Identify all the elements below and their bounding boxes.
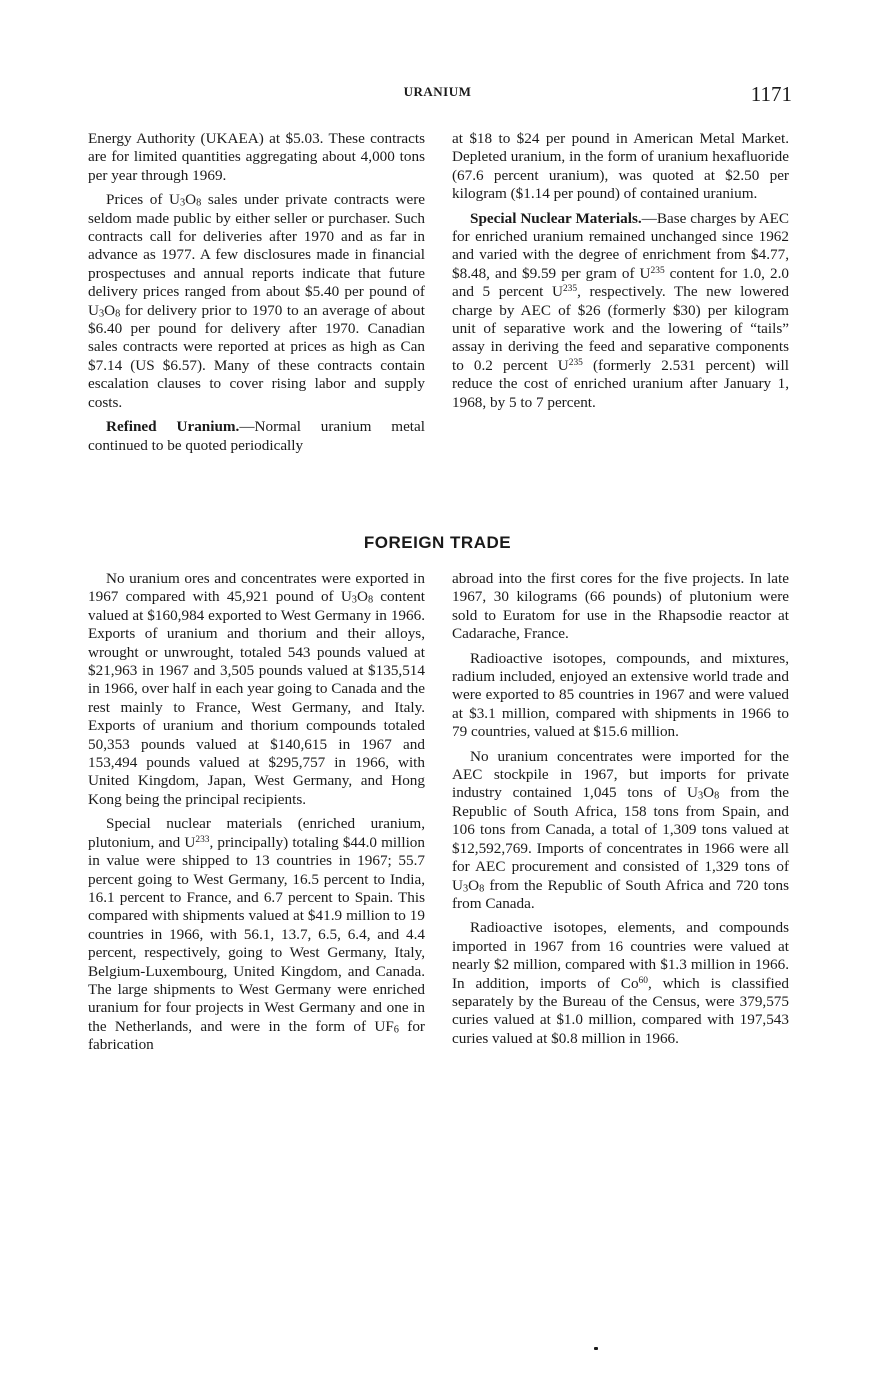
paragraph: Refined Uranium.—Normal uranium metal continued to be quoted periodically [88,418,425,454]
paragraph: Special nuclear materials (enriched uranium, plutonium, and $U^{233}$, principally) totaling $44.0 million in value were shipped to 13 countries in 1967; 55.7 percent going to West Germany, 16.5 percent to India, 16.1 percent to France, and 6.7 percent to Spain. This compared with shipments valued at $41.9 million to 19 countries in 1966, with 56.1, 13.7, 6.5, 6.4, and 4.4 percent, respectively, going to West Germany, Italy, Belgium-Luxembourg, United Kingdom, and Canada. The large shipments to West Germany were enriched uranium for four projects in West Germany and one in the Netherlands, and were in the form of $UF_6$ for fabrication [88,815,425,1054]
top-left-column [88,130,425,455]
section-heading: FOREIGN TRADE [363,533,512,552]
paragraph: Special Nuclear Materials.—Base charges by AEC for enriched uranium remained unchanged since 1962 and varied with the degree of enrichment from $4.77, $8.48, and $9.59 per gram of $U^{235}$ content for 1.0, 2.0 and 5 percent $U^{235}$, respectively. The new lowered charge by AEC of $26 (formerly $30) per kilogram unit of separative work and the lowering of “tails” assay in deriving the feed and separative components to 0.2 percent $U^{235}$ (formerly 2.531 percent) will reduce the cost of enriched uranium after January 1, 1968, by 5 to 7 percent. [452,209,789,411]
running-head [0,82,875,104]
run-in-heading: Refined Uranium. [106,418,240,436]
page-number: 1171 [750,82,792,106]
paragraph: Radioactive isotopes, compounds, and mixtures, radium included, enjoyed an extensive world trade and were exported to 85 countries in 1967 and were valued at $3.1 million, compared with shipments in 1966 to 79 countries, valued at $15.6 million. [452,649,789,741]
top-right-column [452,130,789,412]
bottom-right-column [452,570,789,1048]
running-title: URANIUM [403,84,472,99]
paragraph: Radioactive isotopes, elements, and compounds imported in 1967 from 16 countries were valued at nearly $2 million, compared with $1.3 million in 1966. In addition, imports of Co$^{60}$, which is classified separately by the Bureau of the Census, were 379,575 curies valued at $1.0 million, compared with 197,543 curies valued at $0.8 million in 1966. [452,919,789,1047]
paragraph: Energy Authority (UKAEA) at $5.03. These contracts are for limited quantities aggregating about 4,000 tons per year through 1969. [88,130,425,184]
scan-mark [594,1347,598,1350]
paragraph: at $18 to $24 per pound in American Metal Market. Depleted uranium, in the form of uranium hexafluoride (67.6 percent uranium), was quoted at $2.50 per kilogram ($1.14 per pound) of contained uranium. [452,130,789,203]
bottom-left-column [88,570,425,1055]
paragraph: abroad into the first cores for the five projects. In late 1967, 30 kilograms (66 pounds) of plutonium were sold to Euratom for use in the Rhapsodie reactor at Cadarache, France. [452,570,789,643]
paragraph: No uranium ores and concentrates were exported in 1967 compared with 45,921 pound of $U_3O_8$ content valued at $160,984 exported to West Germany in 1966. Exports of uranium and thorium and their alloys, wrought or unwrought, totaled 543 pounds valued at $21,963 in 1967 and 3,505 pounds valued at $135,514 in 1966, over half in each year going to Canada and the rest mainly to France, West Germany, and Italy. Exports of uranium and thorium compounds totaled 50,353 pounds valued at $140,615 in 1967 and 153,494 pounds valued at $295,757 in 1966, with United Kingdom, Japan, West Germany, and Hong Kong being the principal recipients. [88,570,426,808]
paragraph: Prices of $U_3O_8$ sales under private contracts were seldom made public by either seller or purchaser. Such contracts call for deliveries after 1970 and as far in advance as 1977. A few disclosures made in financial prospectuses and annual reports indicate that future delivery prices ranged from about $5.40 per pound of $U_3O_8$ for delivery prior to 1970 to an average of about $6.40 per pound for delivery after 1970. Canadian sales contracts were reported at prices as high as Can $7.14 (US $6.57). Many of these contracts contain escalation clauses to cover rising labor and supply costs. [88,191,425,411]
paragraph: No uranium concentrates were imported for the AEC stockpile in 1967, but imports for private industry contained 1,045 tons of $U_3O_8$ from the Republic of South Africa, 158 tons from Spain, and 106 tons from Canada, a total of 1,309 tons valued at $12,592,769. Imports of concentrates in 1966 were all for AEC procurement and consisted of 1,329 tons of $U_3O_8$ from the Republic of South Africa and 720 tons from Canada. [452,747,789,912]
run-in-heading: Special Nuclear Materials. [470,209,642,227]
